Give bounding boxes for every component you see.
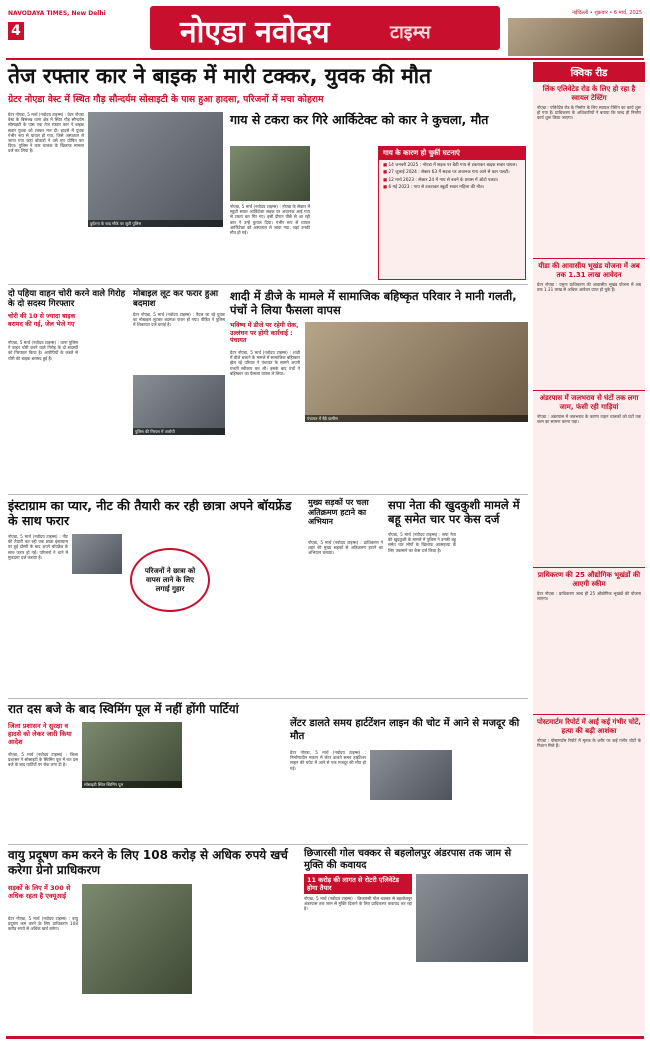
quick-read-item xyxy=(533,567,645,714)
footer-rule xyxy=(6,1036,644,1039)
lead-body-col2 xyxy=(88,231,223,281)
quick-read-title: प्राधिकरण की 25 औद्योगिक भूखंडों की आएगी स्कीम xyxy=(537,571,641,588)
pollution-strap: सड़कों के लिए में 300 से अधिक रहता है एक्यूआई xyxy=(8,884,71,900)
boycott-photo xyxy=(305,322,528,422)
lead-headline: तेज रफ्तार कार ने बाइक में मारी टक्कर, युवक की मौत xyxy=(8,64,432,88)
instagram-body-col3 xyxy=(214,534,302,694)
sp-leader-body-col2 xyxy=(460,532,528,694)
instagram-quote: परिजनों ने छात्रा को वापस लाने के लिए लगाई गुहार xyxy=(144,566,196,593)
cow-box-item: ■ 12 मार्च 2023 : सेक्टर 24 में गाय से बचने के प्रयास में ऑटो पलटा। xyxy=(383,178,521,183)
swimming-strap: जिला प्रशासन ने सुरक्षा व हादसे को लेकर जारी किया आदेश xyxy=(8,722,72,746)
page-number: 4 xyxy=(8,22,24,40)
lead-photo-caption: दुर्घटना के बाद मौके पर जुटी पुलिस xyxy=(88,220,223,227)
instagram-quote-box xyxy=(130,548,210,612)
swimming-photo-caption: सोसाइटी स्थित स्विमिंग पूल xyxy=(82,781,182,788)
instagram-headline: इंस्टाग्राम का प्यार, नीट की तैयारी कर रही छात्रा अपने बॉयफ्रेंड के साथ फरार xyxy=(8,498,292,528)
main-roads-headline: मुख्य सड़कों पर चला अतिक्रमण हटाने का अभियान xyxy=(308,498,369,526)
cow-box-item: ■ 27 जुलाई 2024 : सेक्टर 63 में सड़क पर अचानक गाय आने से कार पलटी। xyxy=(383,170,521,175)
mobile-body-col2 xyxy=(133,438,225,490)
instagram-body-col2 xyxy=(72,578,122,694)
sp-leader-body: नोएडा, 5 मार्च (नवोदय टाइम्स) : सपा नेता की खुदकुशी के मामले में पुलिस ने उनकी बहू समेत चार लोगों के खिलाफ आत्महत्या के लिए उकसाने का केस दर्ज किया है। xyxy=(388,532,456,553)
lead-strap: ग्रेटर नोएडा वेस्ट में स्थित गौड़ सौन्दर्यम सोसाइटी के पास हुआ हादसा, परिजनों में मचा कोहराम xyxy=(8,94,324,105)
boycott-headline: शादी में डीजे के मामले में सामाजिक बहिष्कृत परिवार ने मानी गलती, पंचों ने लिया फैसला वापस xyxy=(230,289,517,317)
quick-read-body: नोएडा : एलिवेटेड रोड के निर्माण के लिए स्वायल टेस्टिंग का कार्य शुरू हो गया है। प्राधिकरण के अधिकारियों ने बताया कि जल्द ही निर्माण कार्य शुरू किया जाएगा। xyxy=(537,105,641,121)
boycott-strap: भविष्य में डीजे पर रहेगी रोक, उल्लंघन पर होगी कार्रवाई : पंचायत xyxy=(230,322,299,344)
quick-read-body: नोएडा : पोस्टमार्टम रिपोर्ट में मृतक के शरीर पर कई गंभीर चोटों के निशान मिले हैं। xyxy=(537,738,641,749)
chhijarsi-photo xyxy=(416,874,528,962)
lead-photo xyxy=(88,112,223,227)
quick-read-label: क्विक रीड xyxy=(533,62,645,82)
cow-photo xyxy=(230,146,310,201)
pollution-photo xyxy=(82,884,192,994)
chhijarsi-body-col2 xyxy=(416,966,528,1034)
swimming-body-col2 xyxy=(82,792,182,840)
quick-read-title: यीडा की आवासीय भूखंड योजना में अब तक 1.31 लाख आवेदन xyxy=(538,262,640,279)
bike-theft-headline: दो पहिया वाहन चोरी करने वाले गिरोह के दो सदस्य गिरफ्तार xyxy=(8,289,126,309)
header-photo xyxy=(508,18,643,56)
quick-read-body: ग्रेटर नोएडा : यमुना प्राधिकरण की आवासीय भूखंड योजना में अब तक 1.31 लाख से अधिक आवेदन प्राप्त हो चुके हैं। xyxy=(537,282,641,293)
date-line: नईदिल्ली • शुक्रवार • 6 मार्च, 2025 xyxy=(572,10,642,16)
mobile-photo xyxy=(133,375,225,435)
cow-box-list xyxy=(379,160,525,196)
masthead-banner xyxy=(150,6,500,50)
cow-box-item: ■ 6 मई 2023 : गाय से टकराकर स्कूटी सवार महिला की मौत। xyxy=(383,185,521,190)
chhijarsi-strap: 11 करोड़ की लागत से रोटरी एलिवेटेड होगा तैयार xyxy=(304,874,412,894)
quick-read-title: लिंक एलिवेटेड रोड के लिए हो रहा है स्वायल टेस्टिंग xyxy=(542,85,636,102)
bike-theft-body-col2 xyxy=(82,313,128,490)
cow-box-item: ■ 14 जनवरी 2025 : नोएडा में सड़क पर बैठी गाय से टकराकर बाइक सवार घायल। xyxy=(383,163,521,168)
instagram-photo xyxy=(72,534,122,574)
swimming-body-col3 xyxy=(186,722,284,840)
main-roads-body: नोएडा, 5 मार्च (नवोदय टाइम्स) : प्राधिकरण ने शहर की मुख्य सड़कों से अतिक्रमण हटाने का अभियान चलाया। xyxy=(308,540,383,556)
cow-box xyxy=(378,146,526,280)
pollution-body: ग्रेटर नोएडा, 5 मार्च (नवोदय टाइम्स) : वायु प्रदूषण कम करने के लिए प्राधिकरण 108 करोड़ रुपये से अधिक खर्च करेगा। xyxy=(8,916,78,932)
bike-theft-body: नोएडा, 5 मार्च (नवोदय टाइम्स) : थाना पुलिस ने वाहन चोरी करने वाले गिरोह के दो सदस्यों को गिरफ्तार किया है। आरोपियों के कब्जे से चोरी की बाइक बरामद हुई हैं। xyxy=(8,340,78,361)
quick-read-body: ग्रेटर नोएडा : प्राधिकरण जल्द ही 25 औद्योगिक भूखंडों की योजना लाएगा। xyxy=(537,591,641,602)
quick-read-item xyxy=(533,258,645,390)
lintel-photo xyxy=(370,750,452,800)
mobile-headline: मोबाइल लूट कर फरार हुआ बदमाश xyxy=(133,289,219,309)
brand-small: NAVODAYA TIMES, New Delhi xyxy=(8,10,106,17)
lintel-headline: लेंटर डालते समय हार्टटेंशन लाइन की चोट में आने से मजदूर की मौत xyxy=(290,718,520,742)
quick-read-item xyxy=(533,82,645,258)
boycott-body: ग्रेटर नोएडा, 5 मार्च (नवोदय टाइम्स) : शादी में डीजे बजाने के मामले में सामाजिक बहिष्कार झेल रहे परिवार ने पंचायत के सामने अपनी गलती स्वीकार कर ली। इसके बाद पंचों ने बहिष्कार का फैसला वापस ले लिया। xyxy=(230,350,300,376)
boycott-photo-caption: पंचायत में बैठे ग्रामीण xyxy=(305,415,528,422)
cow-body-col2 xyxy=(314,146,374,280)
masthead-title: नोएडा नवोदय xyxy=(180,15,330,50)
quick-read-body: नोएडा : अंडरपास में जलभराव के कारण वाहन चालकों को घंटों तक जाम का सामना करना पड़ा। xyxy=(537,414,641,425)
pollution-headline: वायु प्रदूषण कम करने के लिए 108 करोड़ से अधिक रुपये खर्च करेगा ग्रेनो प्राधिकरण xyxy=(8,848,288,877)
quick-read-title: पोस्टमार्टम रिपोर्ट में आई कई गंभीर चोटें, हत्या की बढ़ी आशंका xyxy=(537,718,641,735)
masthead-suffix: टाइम्स xyxy=(390,22,431,43)
mobile-body: ग्रेटर नोएडा, 5 मार्च (नवोदय टाइम्स) : पैदल जा रहे युवक का मोबाइल लूटकर बदमाश फरार हो गया। पीड़ित ने पुलिस में शिकायत दर्ज कराई है। xyxy=(133,312,225,328)
swimming-photo xyxy=(82,722,182,788)
lintel-body: ग्रेटर नोएडा, 5 मार्च (नवोदय टाइम्स) : निर्माणाधीन मकान में लेंटर डालते समय हाईटेंशन लाइन की चपेट में आने से एक मजदूर की मौत हो गई। xyxy=(290,750,366,771)
bike-theft-strap: चोरी की 10 से ज्यादा बाइक बरामद की गई, जेल भेजे गए xyxy=(8,313,76,328)
boycott-body-col2 xyxy=(305,426,415,490)
lead-body: ग्रेटर नोएडा, 5 मार्च (नवोदय टाइम्स) : ग्रेटर नोएडा वेस्ट के बिसरख थाना क्षेत्र में स्थित गौड़ सौन्दर्यम सोसाइटी के पास एक तेज रफ्तार कार ने बाइक सवार युवक को टक्कर मार दी। हादसे में युवक गंभीर रूप से घायल हो गया, जिसे अस्पताल ले जाया गया जहां डॉक्टरों ने उसे मृत घोषित कर दिया। पुलिस ने कार चालक के खिलाफ मामला दर्ज कर लिया है। xyxy=(8,112,84,154)
instagram-body: नोएडा, 5 मार्च (नवोदय टाइम्स) : नीट की तैयारी कर रही एक छात्रा इंस्टाग्राम पर हुई दोस्ती के बाद अपने बॉयफ्रेंड के साथ फरार हो गई। परिजनों ने थाने में मुकदमा दर्ज कराया है। xyxy=(8,534,68,560)
cow-box-title: गाय के कारण हो चुकीं घटनाएं xyxy=(379,147,525,160)
boycott-body-col3 xyxy=(419,426,528,490)
quick-read-sidebar xyxy=(533,62,645,1034)
sp-leader-headline: सपा नेता की खुदकुशी मामले में बहू समेत चार पर केस दर्ज xyxy=(388,498,520,526)
masthead xyxy=(0,0,650,58)
mobile-photo-caption: पुलिस की गिरफ्त में आरोपी xyxy=(133,428,225,435)
swimming-body: नोएडा, 5 मार्च (नवोदय टाइम्स) : जिला प्रशासन ने सोसाइटी के स्विमिंग पूल में रात दस बजे के बाद पार्टियों पर रोक लगा दी है। xyxy=(8,752,78,768)
cow-headline: गाय से टकरा कर गिरे आर्किटेक्ट को कार ने कुचला, मौत xyxy=(230,112,489,127)
quick-read-item xyxy=(533,390,645,567)
lintel-body-col2 xyxy=(370,804,452,840)
quick-read-title: अंडरपास में जलभराव से घंटों तक लगा जाम, फंसी रही गाड़ियां xyxy=(539,394,639,411)
chhijarsi-headline: छिजारसी गोल चक्कर से बहलोलपुर अंडरपास तक जाम से मुक्ति की कवायद xyxy=(304,848,512,871)
swimming-headline: रात दस बजे के बाद स्विमिंग पूल में नहीं होंगी पार्टियां xyxy=(8,702,239,716)
cow-body: नोएडा, 5 मार्च (नवोदय टाइम्स) : नोएडा के सेक्टर में स्कूटी सवार आर्किटेक्ट सड़क पर अचानक आई गाय से टकरा कर गिर गए। इसी दौरान पीछे से आ रही कार ने उन्हें कुचल दिया। गंभीर रूप से घायल आर्किटेक्ट को अस्पताल ले जाया गया, जहां उनकी मौत हो गई। xyxy=(230,204,310,236)
pollution-body-col2 xyxy=(196,884,298,1034)
quick-read-item xyxy=(533,714,645,921)
lintel-body-col3 xyxy=(456,750,528,840)
chhijarsi-body: नोएडा, 5 मार्च (नवोदय टाइम्स) : छिजारसी गोल चक्कर से बहलोलपुर अंडरपास तक जाम से मुक्ति दिलाने के लिए प्राधिकरण कवायद कर रहा है। xyxy=(304,896,412,912)
